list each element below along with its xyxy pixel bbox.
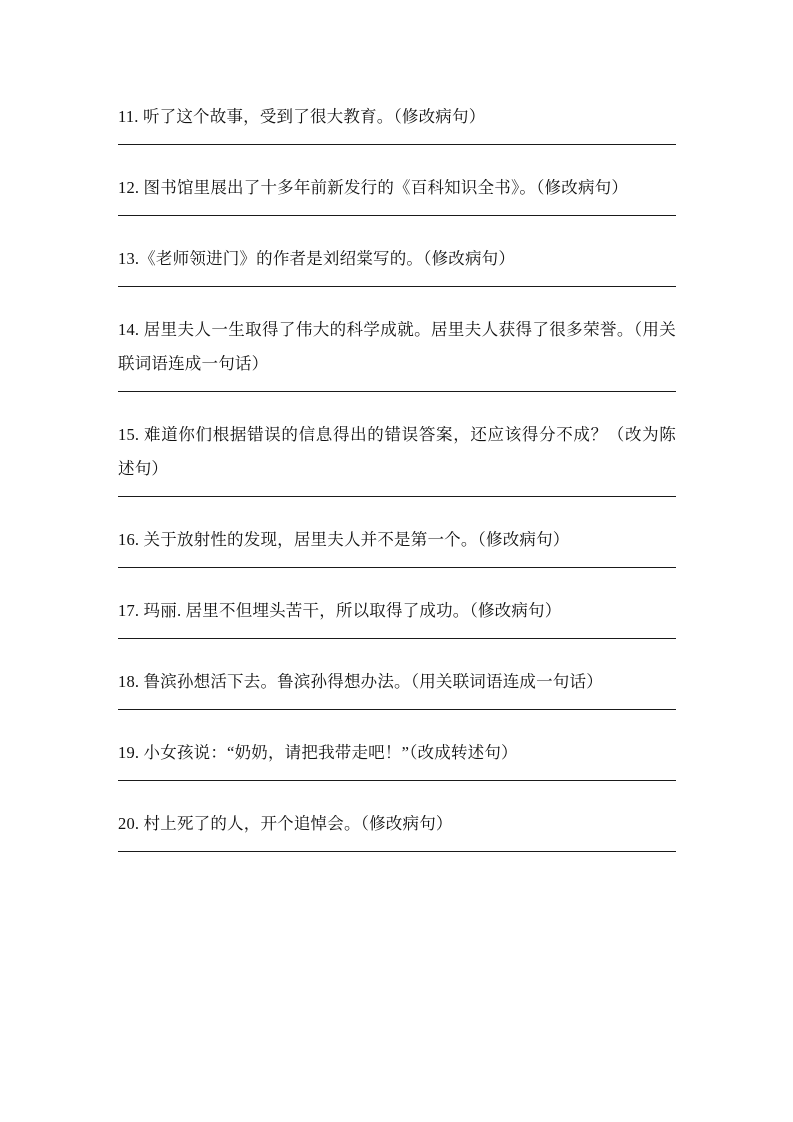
question-item [118, 163, 676, 216]
question-item [118, 586, 676, 639]
question-item [118, 515, 676, 568]
spacer [118, 497, 676, 515]
question-item [118, 234, 676, 287]
question-item [118, 657, 676, 710]
question-text: 17. 玛丽. 居里不但埋头苦干，所以取得了成功。（修改病句） [118, 601, 562, 620]
question-text: 18. 鲁滨孙想活下去。鲁滨孙得想办法。（用关联词语连成一句话） [118, 672, 603, 691]
spacer [118, 392, 676, 410]
worksheet-body [118, 92, 676, 852]
question-text: 11. 听了这个故事，受到了很大教育。（修改病句） [118, 107, 486, 126]
question-text: 13.《老师领进门》的作者是刘绍棠写的。（修改病句） [118, 249, 516, 268]
question-text: 16. 关于放射性的发现，居里夫人并不是第一个。（修改病句） [118, 530, 570, 549]
question-text: 14. 居里夫人一生取得了伟大的科学成就。居里夫人获得了很多荣誉。（用关联词语连成一句话） [118, 320, 676, 373]
question-text: 12. 图书馆里展出了十多年前新发行的《百科知识全书》。（修改病句） [118, 178, 629, 197]
spacer [118, 568, 676, 586]
answer-rule [118, 851, 676, 852]
question-item [118, 799, 676, 852]
spacer [118, 145, 676, 163]
question-item [118, 410, 676, 497]
question-item [118, 92, 676, 145]
question-item [118, 728, 676, 781]
spacer [118, 710, 676, 728]
question-item [118, 305, 676, 392]
question-text: 15. 难道你们根据错误的信息得出的错误答案，还应该得分不成？（改为陈述句） [118, 425, 676, 478]
spacer [118, 639, 676, 657]
spacer [118, 287, 676, 305]
spacer [118, 216, 676, 234]
question-text: 19. 小女孩说：“奶奶，请把我带走吧！”（改成转述句） [118, 743, 518, 762]
spacer [118, 781, 676, 799]
question-text: 20. 村上死了的人，开个追悼会。（修改病句） [118, 814, 453, 833]
